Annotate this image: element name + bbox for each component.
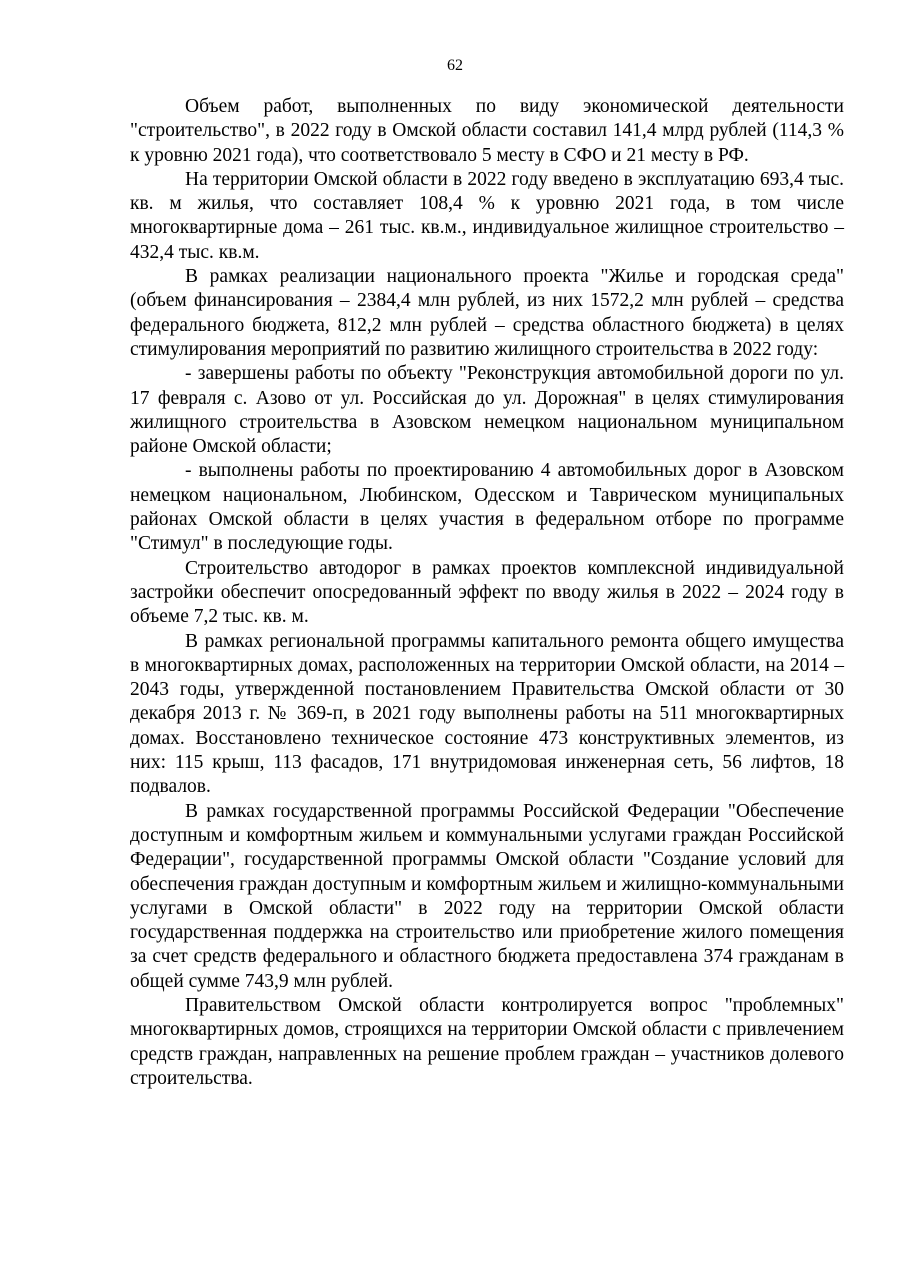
paragraph-housing-commissioning: На территории Омской области в 2022 году введено в эксплуатацию 693,4 тыс. кв. м жилья, что составляет 108,4 % к уровню 2021 года, в том числе многоквартирные дома – 261 тыс. кв.м., индивидуальное жилищное строительство – 432,4 тыс. кв.м. bbox=[130, 168, 844, 263]
paragraph-construction-volume: Объем работ, выполненных по виду экономической деятельности "строительство", в 2022 году в Омской области составил 141,4 млрд рублей (114,3 % к уровню 2021 года), что соответствовало 5 месту в СФО и 21 месту в РФ. bbox=[130, 96, 844, 166]
paragraph-capital-repair: В рамках региональной программы капитального ремонта общего имущества в многоквартирных домах, расположенных на территории Омской области, на 2014 – 2043 годы, утвержденной постановлением Правительства Омской области от 30 декабря 2013 г. № 369-п, в 2021 году выполнены работы на 511 многоквартирных домах. Восстановлено техническое состояние 473 конструктивных элементов, из них: 115 крыш, 113 фасадов, 171 внутридомовая инженерная сеть, 56 лифтов, 18 подвалов. bbox=[130, 630, 844, 798]
paragraph-national-project: В рамках реализации национального проекта "Жилье и городская среда" (объем финансирования – 2384,4 млн рублей, из них 1572,2 млн рублей – средства федерального бюджета, 812,2 млн рублей – средства областного бюджета) в целях стимулирования мероприятий по развитию жилищного строительства в 2022 году: bbox=[130, 266, 844, 360]
paragraph-problem-houses: Правительством Омской области контролируется вопрос "проблемных" многоквартирных домов, строящихся на территории Омской области с привлечением средств граждан, направленных на решение проблем граждан – участников долевого строительства. bbox=[130, 994, 844, 1089]
page-number: 62 bbox=[447, 57, 463, 74]
document-body bbox=[130, 95, 844, 1091]
paragraph-state-program: В рамках государственной программы Российской Федерации "Обеспечение доступным и комфортным жильем и коммунальными услугами граждан Российской Федерации", государственной программы Омской области "Создание условий для обеспечения граждан доступным и комфортным жильем и жилищно-коммунальными услугами в Омской области" в 2022 году на территории Омской области государственная поддержка на строительство или приобретение жилого помещения за счет средств федерального и областного бюджета предоставлена 374 гражданам в общей сумме 743,9 млн рублей. bbox=[130, 800, 844, 992]
list-item-road-reconstruction: - завершены работы по объекту "Реконструкция автомобильной дороги по ул. 17 февраля с. Азово от ул. Российская до ул. Дорожная" в целях стимулирования жилищного строительства в Азовском немецком национальном муниципальном районе Омской области; bbox=[130, 363, 844, 458]
paragraph-road-construction-effect: Строительство автодорог в рамках проектов комплексной индивидуальной застройки обеспечит опосредованный эффект по вводу жилья в 2022 – 2024 году в объеме 7,2 тыс. кв. м. bbox=[130, 557, 844, 628]
list-item-road-design: - выполнены работы по проектированию 4 автомобильных дорог в Азовском немецком национальном, Любинском, Одесском и Таврическом муниципальных районах Омской области в целях участия в федеральном отборе по программе "Стимул" в последующие годы. bbox=[130, 460, 844, 555]
